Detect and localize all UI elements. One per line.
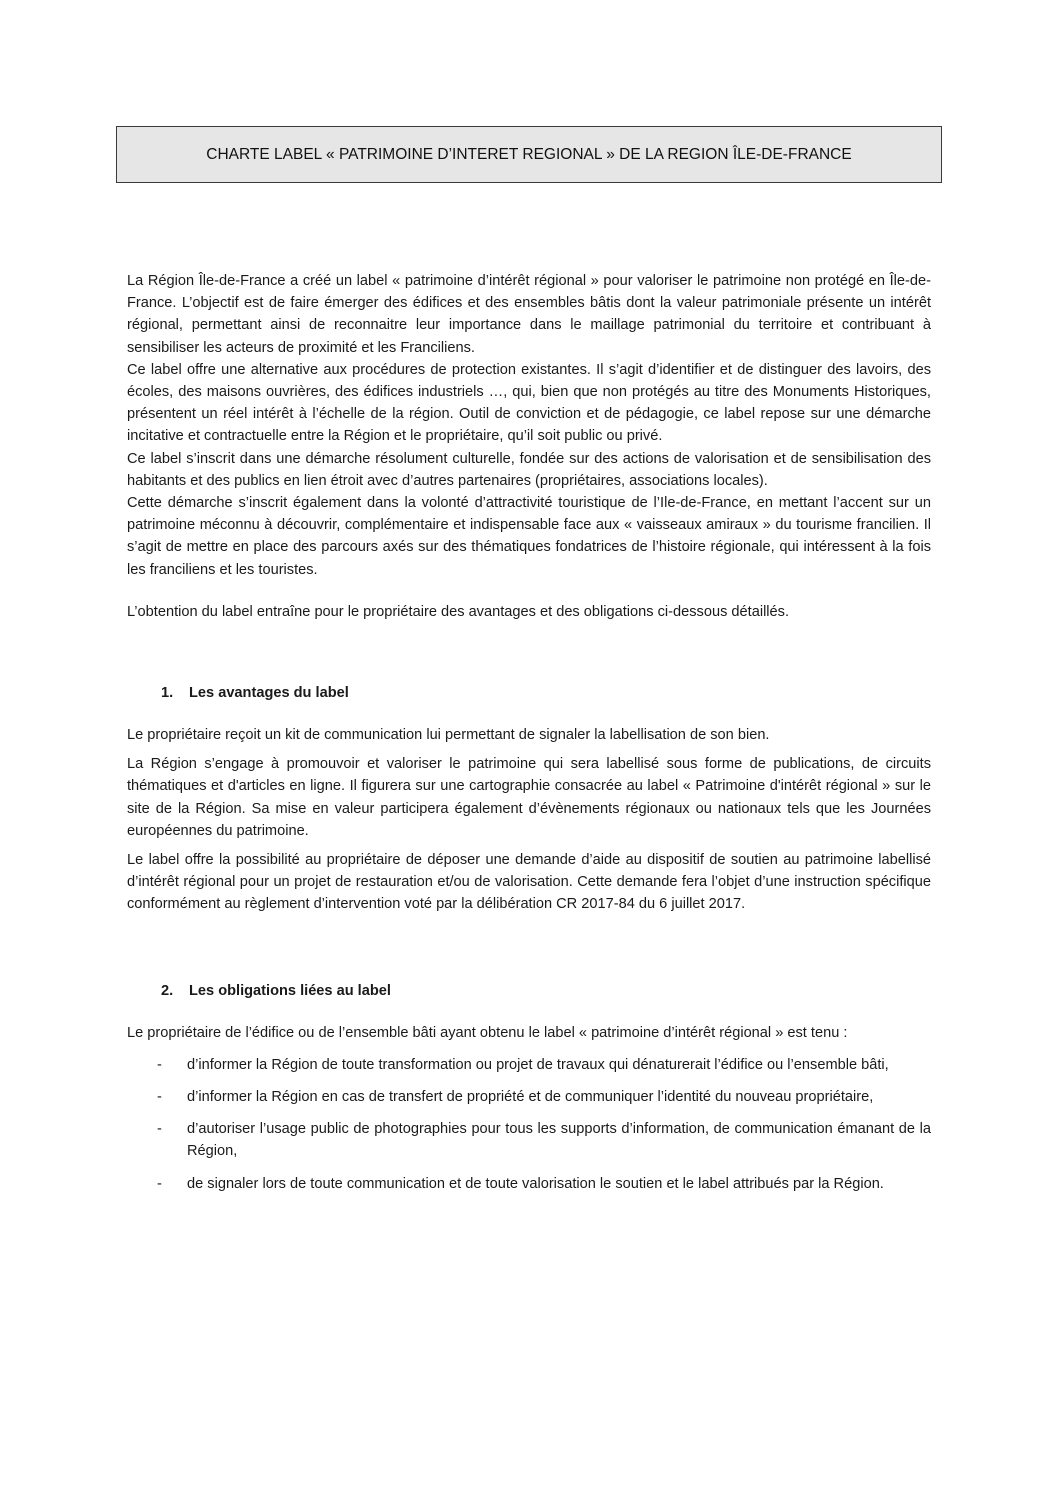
- list-dash: -: [157, 1056, 162, 1073]
- intro-paragraph-3: Ce label s’inscrit dans une démarche résolument culturelle, fondée sur des actions de valorisation et de sensibilisation des habitants et des publics en lien étroit avec d’autres partenaires (propriétaires, associations locales).: [127, 450, 931, 489]
- list-dash: -: [157, 1175, 162, 1192]
- list-item: [127, 1054, 931, 1076]
- list-item: [127, 1118, 931, 1162]
- list-item-text: d’autoriser l’usage public de photographies pour tous les supports d’information, de communication émanant de la Région,: [187, 1121, 931, 1160]
- list-dash: -: [157, 1089, 162, 1106]
- list-item-text: de signaler lors de toute communication et de toute valorisation le soutien et le label attribués par la Région.: [187, 1175, 884, 1192]
- intro-paragraph-5: L’obtention du label entraîne pour le propriétaire des avantages et des obligations ci-dessous détaillés.: [127, 603, 790, 620]
- section-1-paragraph-3: Le label offre la possibilité au propriétaire de déposer une demande d’aide au dispositif de soutien au patrimoine labellisé d’intérêt régional pour un projet de restauration et/ou de valorisation. Cette demande fera l’objet d’une instruction spécifique conformément au règlement d’intervention voté par la délibération CR 2017-84 du 6 juillet 2017.: [127, 852, 931, 913]
- obligations-list: [127, 1054, 931, 1195]
- intro-paragraph-2: Ce label offre une alternative aux procédures de protection existantes. Il s’agit d’identifier et de distinguer des lavoirs, des écoles, des maisons ouvrières, des édifices industriels …, qui, bien que non protégés au titre des Monuments Historiques, présentent un réel intérêt à l’échelle de la région. Outil de conviction et de pédagogie, ce label repose sur une démarche incitative et contractuelle entre la Région et le propriétaire, qu’il soit public ou privé.: [127, 361, 931, 445]
- section-1-title: Les avantages du label: [189, 685, 349, 702]
- document-body: [127, 270, 931, 1195]
- list-item: [127, 1086, 931, 1108]
- document-title: CHARTE LABEL « PATRIMOINE D’INTERET REGIONAL » DE LA REGION ÎLE-DE-FRANCE: [206, 145, 852, 163]
- section-1-paragraph-1: Le propriétaire reçoit un kit de communication lui permettant de signaler la labellisation de son bien.: [127, 727, 770, 744]
- section-2-title: Les obligations liées au label: [189, 982, 391, 999]
- section-2-number: 2.: [161, 982, 174, 999]
- list-item-text: d’informer la Région de toute transformation ou projet de travaux qui dénaturerait l’édifice ou l’ensemble bâti,: [187, 1056, 889, 1073]
- section-1-heading: [161, 682, 931, 704]
- section-1-number: 1.: [161, 685, 174, 702]
- list-item-text: d’informer la Région en cas de transfert de propriété et de communiquer l’identité du nouveau propriétaire,: [187, 1089, 874, 1106]
- section-1-paragraph-2: La Région s’engage à promouvoir et valoriser le patrimoine qui sera labellisé sous forme de publications, de circuits thématiques et d'articles en ligne. Il figurera sur une cartographie consacrée au label « Patrimoine d'intérêt régional » sur le site de la Région. Sa mise en valeur participera également d’évènements régionaux ou nationaux tels que les Journées européennes du patrimoine.: [127, 756, 931, 839]
- intro-paragraph-1: La Région Île-de-France a créé un label « patrimoine d’intérêt régional » pour valoriser le patrimoine non protégé en Île-de-France. L’objectif est de faire émerger des édifices et des ensembles bâtis dont la valeur patrimoniale présente un intérêt régional, permettant ainsi de reconnaitre leur importance dans le maillage patrimonial du territoire et contribuant à sensibiliser les acteurs de proximité et les Franciliens.: [127, 273, 931, 356]
- title-box: [116, 126, 942, 183]
- section-2-paragraph-1: Le propriétaire de l’édifice ou de l’ensemble bâti ayant obtenu le label « patrimoine d’intérêt régional » est tenu :: [127, 1024, 848, 1041]
- list-item: [127, 1173, 931, 1195]
- list-dash: -: [157, 1121, 162, 1138]
- section-2-heading: [161, 980, 931, 1002]
- intro-paragraph-4: Cette démarche s’inscrit également dans la volonté d’attractivité touristique de l’Ile-de-France, en mettant l’accent sur un patrimoine méconnu à découvrir, complémentaire et indispensable face aux « vaisseaux amiraux » du tourisme francilien. Il s’agit de mettre en place des parcours axés sur des thématiques fondatrices de l’histoire régionale, qui intéressent à la fois les franciliens et les touristes.: [127, 495, 931, 578]
